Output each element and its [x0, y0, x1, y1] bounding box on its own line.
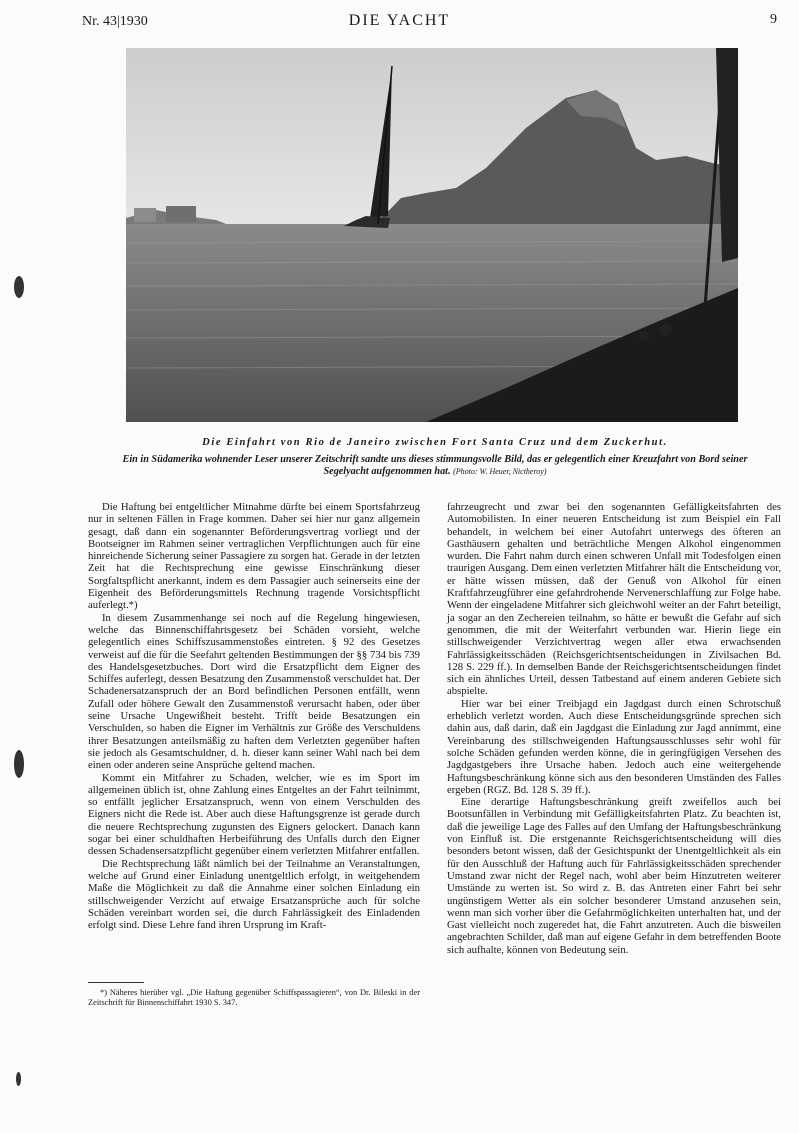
paragraph: fahrzeugrecht und zwar bei den sogenannten Gefälligkeitsfahrten des Automobilisten. In einer neueren Entscheidung ist zum Beispiel ein Fall behandelt, in welchem bei einer Autofahrt unterwegs des öfteren an Gasthäusern gehalten und beträchtliche Mengen Alkohol eingenommen wurden. Die Fahrt nahm durch einen schweren Unfall mit Todesfolgen einen traurigen Ausgang. Dem einen verletzten Mitfahrer hält die Entscheidung vor, er hätte wissen müssen, daß der Genuß von Alkohol für einen Kraftfahrzeugführer eine gefahrdrohende Nervenerschlaffung zur Folge habe. Wenn der eingeladene Mitfahrer sich gleichwohl weiter an der Fahrt beteiligt, ja sogar an den Zechereien teilnahm, so hätte er bewußt die Gefahr auf sich genommen, die mit der Weiterfahrt verbunden war. Hierin liege ein stillschweigender Verzichtvertrag wegen aller etwa erwachsenden Fahrlässigkeitsschäden (Reichsgerichtsentscheidungen in Zivilsachen Bd. 128 S. 229 ff.). In demselben Bande der Reichsgerichtsentscheidungen findet sich ein ähnliches Urteil, dessen Tatbestand auf einem anderen Gebiete sich abspielte. — [447, 501, 781, 698]
page-number: 9 — [770, 12, 777, 27]
magazine-title: DIE YACHT — [348, 12, 451, 29]
paragraph: Eine derartige Haftungsbeschränkung greift zweifellos auch bei Bootsunfällen in Verbindung mit Gefälligkeitsfahrten Platz. Zu beachten ist, daß die jeweilige Lage des Falles auf den Umfang der Haftungsbeschränkung von Einfluß ist. Die erstgenannte Reichsgerichtsentscheidung will dies besonders betont wissen, daß der Gesichtspunkt der Unentgeltlichkeit als ein für den Ausschluß der Haftung auch für Fahrlässigkeitsschäden sprechender Umstand zwar nicht der Regel nach, wohl aber beim Hinzutreten weiterer Umstände zu werten ist. So wird z. B. das Antreten einer Fahrt bei sehr ungünstigem Wetter als ein solcher besonderer Umstand anzusehen sein, wenn man sich vorher über die Gefahrmöglichkeiten unterhalten hat, und der Gast vielleicht noch zugeredet hat, die Fahrt anzutreten. Auch die bisweilen angebrachten Schilder, daß man auf eigene Gefahr in dem betreffenden Boote sich aufhalte, können von Bedeutung sein. — [447, 796, 781, 956]
paragraph: In diesem Zusammenhange sei noch auf die Regelung hingewiesen, welche das Binnenschiffahrtsgesetz bei Schäden vorsieht, welche gelegentlich eines Schiffszusammenstoßes eintreten. § 92 des Gesetzes verweist auf die für die Seefahrt geltenden Bestimmungen der §§ 734 bis 739 des Handelsgesetzbuches. Dort wird die Ersatzpflicht dem Eigner des Schiffes auferlegt, dessen Besatzung den Zusammenstoß verschuldet hat. Der Schadenersatzanspruch der an Bord befindlichen Personen entfällt, wenn Zufall oder höhere Gewalt den Zusammenstoß verursacht haben, oder über seine Ursache Ungewißheit besteht. Trifft beide Besatzungen ein Verschulden, so haben die Eigner im Verhältnis zur Größe des Verschuldens ihrer Besatzungen anteilsmäßig zu haften dem Verletzten gegenüber haften sie jedoch als Gesamtschuldner, d. h. dieser kann seiner Wahl nach bei dem einen oder anderen seine Ansprüche geltend machen. — [88, 611, 420, 772]
punch-hole-mark — [14, 750, 24, 778]
punch-hole-mark — [16, 1072, 21, 1086]
figure-caption-title: Die Einfahrt von Rio de Janeiro zwischen Fort Santa Cruz und dem Zuckerhut. — [202, 437, 668, 448]
photo-illustration — [126, 48, 738, 422]
issue-number: Nr. 43|1930 — [82, 14, 148, 29]
paragraph: Die Rechtsprechung läßt nämlich bei der Teilnahme an Veranstaltungen, welche auf Grund einer Einladung unentgeltlich erfolgt, in weitgehendem Maße die Möglichkeit zu daß die Annahme einer solchen Einladung ein stillschweigender Verzicht auf etwaige Ersatzansprüche auch für solche Schäden vereinbart worden sei, die durch Fahrlässigkeit des Einladenden erfolgt sind. Diese Lehre fand ihren Ursprung im Kraft- — [88, 857, 420, 932]
footnote-divider — [88, 982, 144, 983]
punch-hole-mark — [14, 276, 24, 298]
paragraph: Die Haftung bei entgeltlicher Mitnahme dürfte bei einem Sportsfahrzeug nur in seltenen Fällen in Frage kommen. Daher sei hier nur ganz allgemein gesagt, daß dann ein sogenannter Beförderungsvertrag vorliegt und der Bootseigner im Rahmen seiner vertraglichen Verpflichtungen auch für eine hinreichende Sicherung seiner Passagiere zu sorgen hat. Gerade in der letzten Zeit hat die Rechtsprechung eine gewisse Einschränkung dieser Sorgfaltspflicht anerkannt, indem es dem Passagier auch seinerseits eine der Eigenheit des Beförderungsmittels Rechnung tragende Vorsichtspflicht auferlegt.*) — [88, 501, 420, 612]
footnote: *) Näheres hierüber vgl. „Die Haftung gegenüber Schiffspassagieren“, von Dr. Bileski in der Zeitschrift für Binnenschiffahrt 1930 S. 347. — [88, 988, 420, 1007]
right-column — [447, 501, 781, 956]
figure-caption-text: Ein in Südamerika wohnender Leser unserer Zeitschrift sandte uns dieses stimmungsvolle Bild, das er gelegentlich einer Kreuzfahrt von Bord seiner Segelyacht aufgenommen hat. — [122, 454, 748, 477]
harbor-photograph — [126, 48, 738, 422]
paragraph: Hier war bei einer Treibjagd ein Jagdgast durch einen Schrotschuß erheblich verletzt worden. Auch diese Entscheidungsgründe sprechen sich dahin aus, daß darin, daß ein Jagdgast die Einladung zur Jagd annimmt, eine Vereinbarung des stillschweigenden Haftungsausschlusses sehr wohl für solche Schäden gefunden werden könne, die in geringfügigen Versehen des Jagdgastgebers ihre Ursache haben. Jedoch auch eine weitergehende Haftungsbeschränkung könne sich aus den besonderen Umständen des Falles ergeben (RGZ. Bd. 128 S. 39 ff.). — [447, 697, 781, 796]
paragraph: Kommt ein Mitfahrer zu Schaden, welcher, wie es im Sport im allgemeinen üblich ist, ohne Zahlung eines Entgeltes an der Fahrt teilnimmt, so entfällt jeglicher Ersatzanspruch, wenn von einem Verschulden des Eigners nicht die Rede ist. Aber auch diese Haftungsgrenze ist gerade durch die neuere Rechtsprechung zugunsten des Eigners gelockert. Danach kann sogar bei einer schuldhaften Herbeiführung des Unfalls durch den Eigner dessen Schadensersatzpflicht gegenüber einem verletzten Mitfahrer entfallen. — [88, 771, 420, 858]
photo-credit: (Photo: W. Heuer, Nictheroy) — [453, 467, 547, 476]
left-column — [88, 501, 420, 931]
figure-caption — [100, 454, 770, 478]
